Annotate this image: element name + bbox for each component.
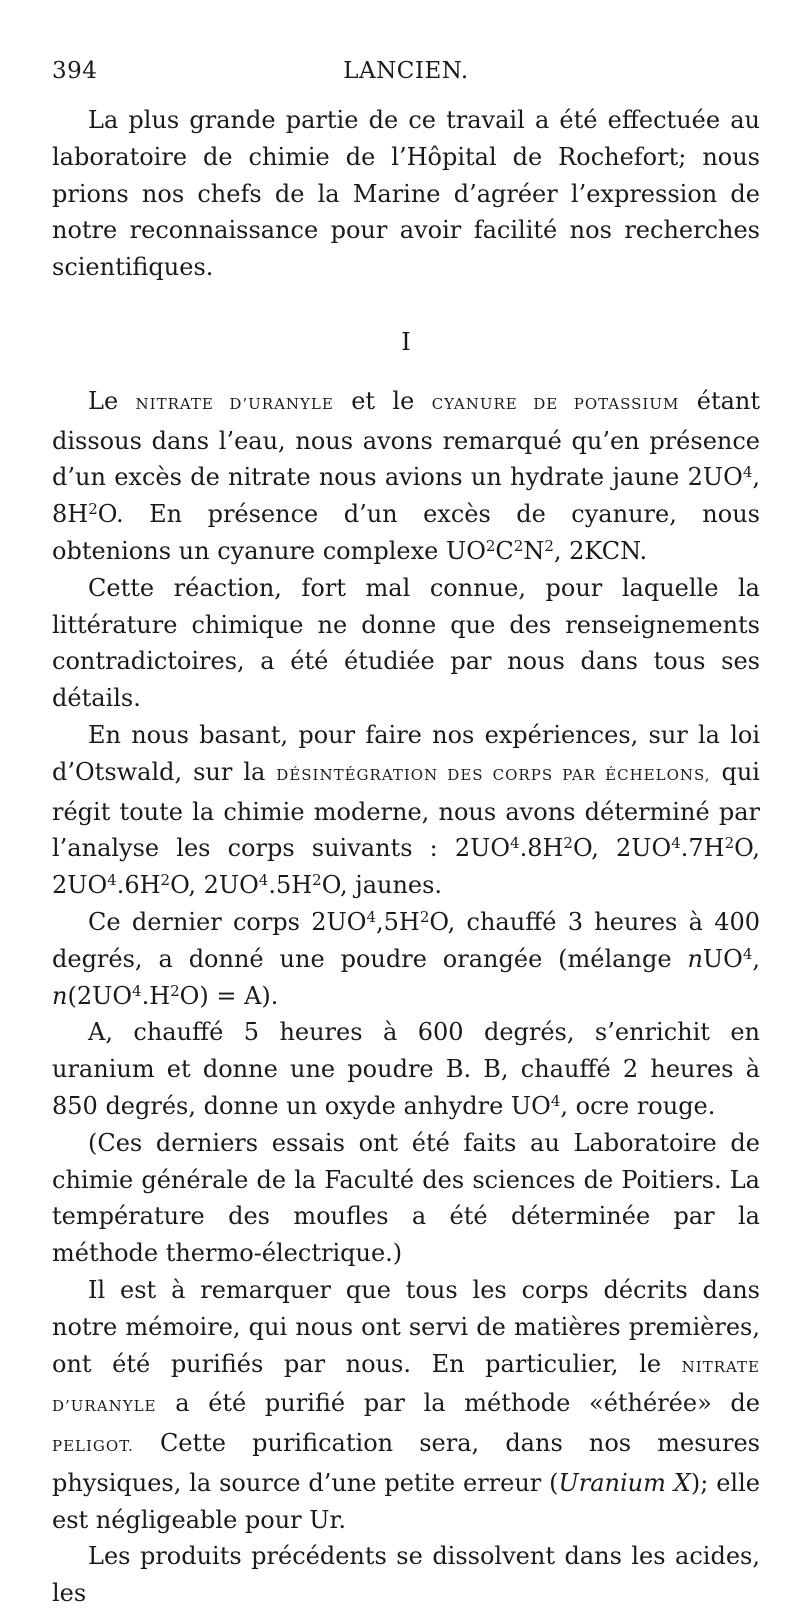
page-number: 394 [52,58,98,84]
paragraph-poitiers-note: (Ces derniers essais ont été faits au Laboratoire de chimie générale de la Faculté des sciences de Poitiers. La température des moufles a été déterminée par la méthode thermo-électrique.) [52,1128,760,1268]
page-body [52,102,760,1612]
paragraph-dissolution: Les produits précédents se dissolvent dans les acides, les [52,1542,760,1608]
paragraph-reaction-intro: Le NITRATE D’URANYLE et le CYANURE DE POTASSIUM étant dissous dans l’eau, nous avons remarqué qu’en présence d’un excès de nitrate nous avions un hydrate jaune $2UO^4$, $8H^2O$. En présence d’un excès de cyanure, nous obtenions un cyanure complexe $UO^2C^2N^2$, 2KCN. [52,386,760,565]
section-number: I [401,327,411,356]
paragraph-heating-400: Ce dernier corps $2UO^4,5H^2O$, chauffé 3 heures à 400 degrés, a donné une poudre orangée (mélange nUO$^4$, $n(2UO^4.H^2O) = A$). [52,907,760,1010]
smallcaps-nitrate-2: NITRATE D’URANYLE [52,1357,760,1416]
italic-uranium-x: Uranium X [558,1468,691,1497]
running-title: LANCIEN. [343,58,469,84]
paragraph-acknowledgement: La plus grande partie de ce travail a été effectuée au laboratoire de chimie de l’Hôpital de Rochefort; nous prions nos chefs de la Marine d’agréer l’expression de notre reconnaissance pour avoir facilité nos recherches scientifiques. [52,106,760,282]
paragraph-purification: Il est à remarquer que tous les corps décrits dans notre mémoire, qui nous ont servi de matières premières, ont été purifiés par nous. En particulier, le NITRATE D’URANYLE a été purifié par la méthode «éthérée» de PELIGOT. Cette purification sera, dans nos mesures physiques, la source d’une petite erreur (Uranium X); elle est négligeable pour Ur. [52,1275,760,1534]
smallcaps-nitrate: NITRATE D’URANYLE [135,394,334,413]
page-header [52,58,760,98]
smallcaps-peligot: PELIGOT. [52,1437,134,1456]
smallcaps-desintegration: DÉSINTÉGRATION DES CORPS PAR ÉCHELONS, [276,765,711,784]
paragraph-hydrates: En nous basant, pour faire nos expériences, sur la loi d’Otswald, sur la DÉSINTÉGRATION DES CORPS PAR ÉCHELONS, qui régit toute la chimie moderne, nous avons déterminé par l’analyse les corps suivants : $2UO^4.8H^2O$, $2UO^4.7H^2O$, $2UO^4.6H^2O$, $2UO^4.5H^2O$, jaunes. [52,720,761,900]
paragraph-heating-600: A, chauffé 5 heures à 600 degrés, s’enrichit en uranium et donne une poudre B. B, chauffé 2 heures à 850 degrés, donne un oxyde anhydre $UO^4$, ocre rouge. [52,1018,760,1120]
smallcaps-cyanure: CYANURE DE POTASSIUM [431,394,680,413]
paragraph-study: Cette réaction, fort mal connue, pour laquelle la littérature chimique ne donne que des renseignements contradictoires, a été étudiée par nous dans tous ses détails. [52,573,760,713]
